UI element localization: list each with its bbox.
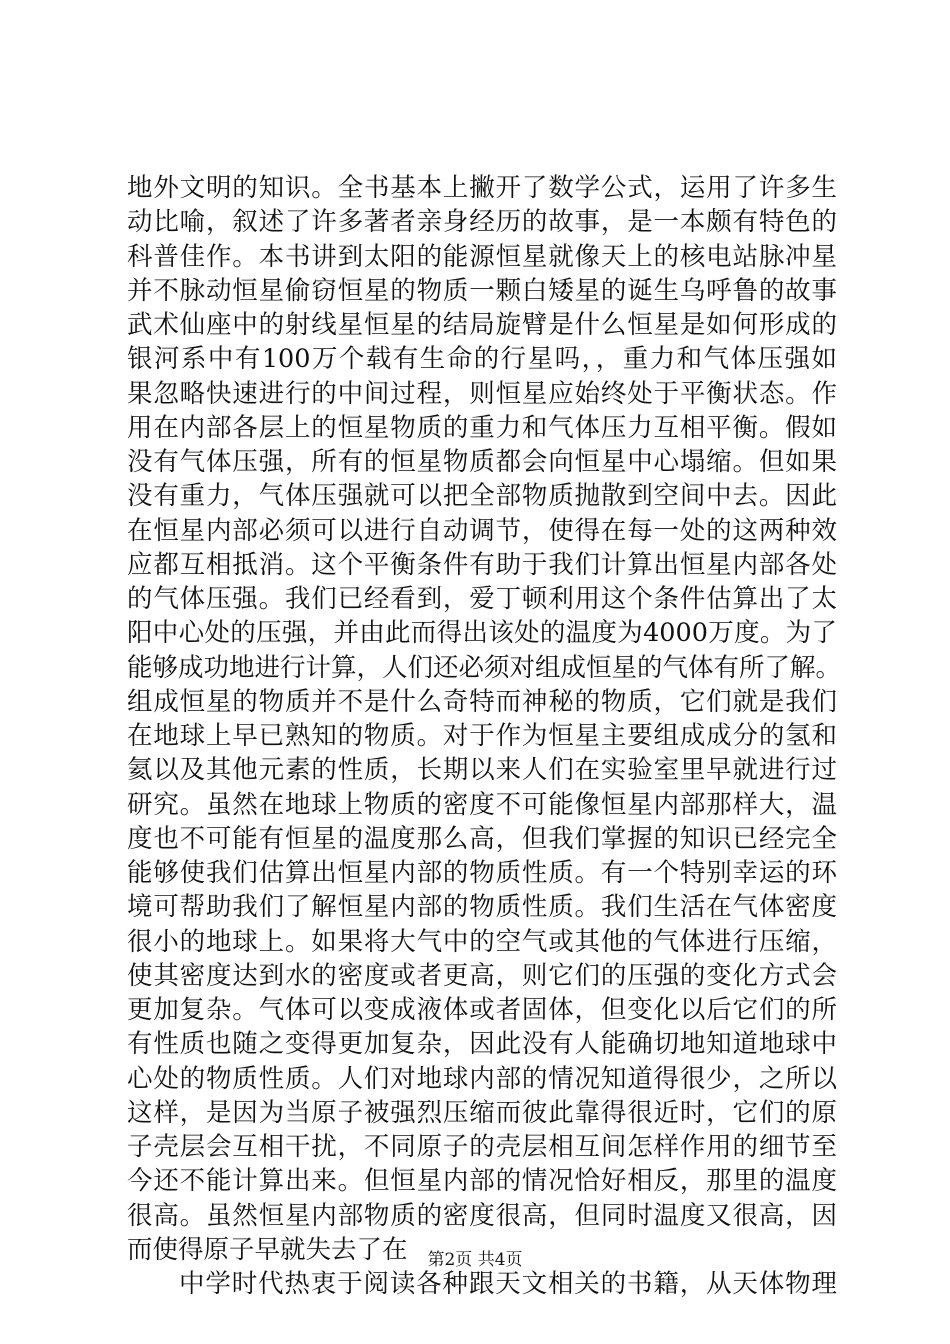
text-line: 应都互相抵消。这个平衡条件有助于我们计算出恒星内部各处 [127,549,837,580]
text-line: 阳中心处的压强，并由此而得出该处的温度为4000万度。为了 [127,618,837,649]
text-line: 果忽略快速进行的中间过程，则恒星应始终处于平衡状态。作 [127,378,837,409]
text-line: 组成恒星的物质并不是什么奇特而神秘的物质，它们就是我们 [127,686,837,717]
text-line: 动比喻，叙述了许多著者亲身经历的故事，是一本颇有特色的 [127,207,837,238]
body-text [127,171,842,1301]
page-number: 第2页 共4页 [427,1250,523,1270]
paragraph-start-line: 中学时代热衷于阅读各种跟天文相关的书籍，从天体物理 [179,1269,837,1299]
paragraph-end-line: 而使得原子早就失去了在 [127,1234,408,1265]
text-line: 没有气体压强，所有的恒星物质都会向恒星中心塌缩。但如果 [127,447,837,477]
text-line: 并不脉动恒星偷窃恒星的物质一颗白矮星的诞生乌呼鲁的故事 [127,275,837,306]
text-line: 今还不能计算出来。但恒星内部的情况恰好相反，那里的温度 [127,1166,837,1197]
text-line: 在恒星内部必须可以进行自动调节，使得在每一处的这两种效 [127,515,837,546]
text-line: 这样，是因为当原子被强烈压缩而彼此靠得很近时，它们的原 [127,1097,837,1128]
text-line: 地外文明的知识。全书基本上撇开了数学公式，运用了许多生 [127,173,837,203]
text-line: 武术仙座中的射线星恒星的结局旋臂是什么恒星是如何形成的 [127,310,837,340]
text-line: 子壳层会互相干扰，不同原子的壳层相互间怎样作用的细节至 [127,1132,837,1162]
page-footer [0,1245,950,1270]
text-line: 心处的物质性质。人们对地球内部的情况知道得很少，之所以 [127,1063,837,1094]
text-line: 境可帮助我们了解恒星内部的物质性质。我们生活在气体密度 [127,892,837,923]
text-line: 更加复杂。气体可以变成液体或者固体，但变化以后它们的所 [127,995,837,1025]
text-line: 科普佳作。本书讲到太阳的能源恒星就像天上的核电站脉冲星 [127,241,837,272]
text-line: 能够成功地进行计算，人们还必须对组成恒星的气体有所了解。 [127,652,842,683]
text-line: 用在内部各层上的恒星物质的重力和气体压力互相平衡。假如 [127,412,837,443]
text-line: 度也不可能有恒星的温度那么高，但我们掌握的知识已经完全 [127,823,837,854]
text-line: 很高。虽然恒星内部物质的密度很高，但同时温度又很高，因 [127,1200,837,1231]
text-line: 有性质也随之变得更加复杂，因此没有人能确切地知道地球中 [127,1029,837,1060]
text-line: 银河系中有100万个载有生命的行星吗，，重力和气体压强如 [127,344,837,375]
text-line: 在地球上早已熟知的物质。对于作为恒星主要组成成分的氢和 [127,721,837,751]
text-line: 研究。虽然在地球上物质的密度不可能像恒星内部那样大，温 [127,789,837,820]
text-line: 的气体压强。我们已经看到，爱丁顿利用这个条件估算出了太 [127,584,837,614]
text-line: 很小的地球上。如果将大气中的空气或其他的气体进行压缩， [127,926,837,957]
text-line: 使其密度达到水的密度或者更高，则它们的压强的变化方式会 [127,960,837,991]
text-line: 没有重力，气体压强就可以把全部物质抛散到空间中去。因此 [127,481,837,512]
text-line: 能够使我们估算出恒星内部的物质性质。有一个特别幸运的环 [127,858,837,888]
text-line: 氦以及其他元素的性质，长期以来人们在实验室里早就进行过 [127,755,837,786]
